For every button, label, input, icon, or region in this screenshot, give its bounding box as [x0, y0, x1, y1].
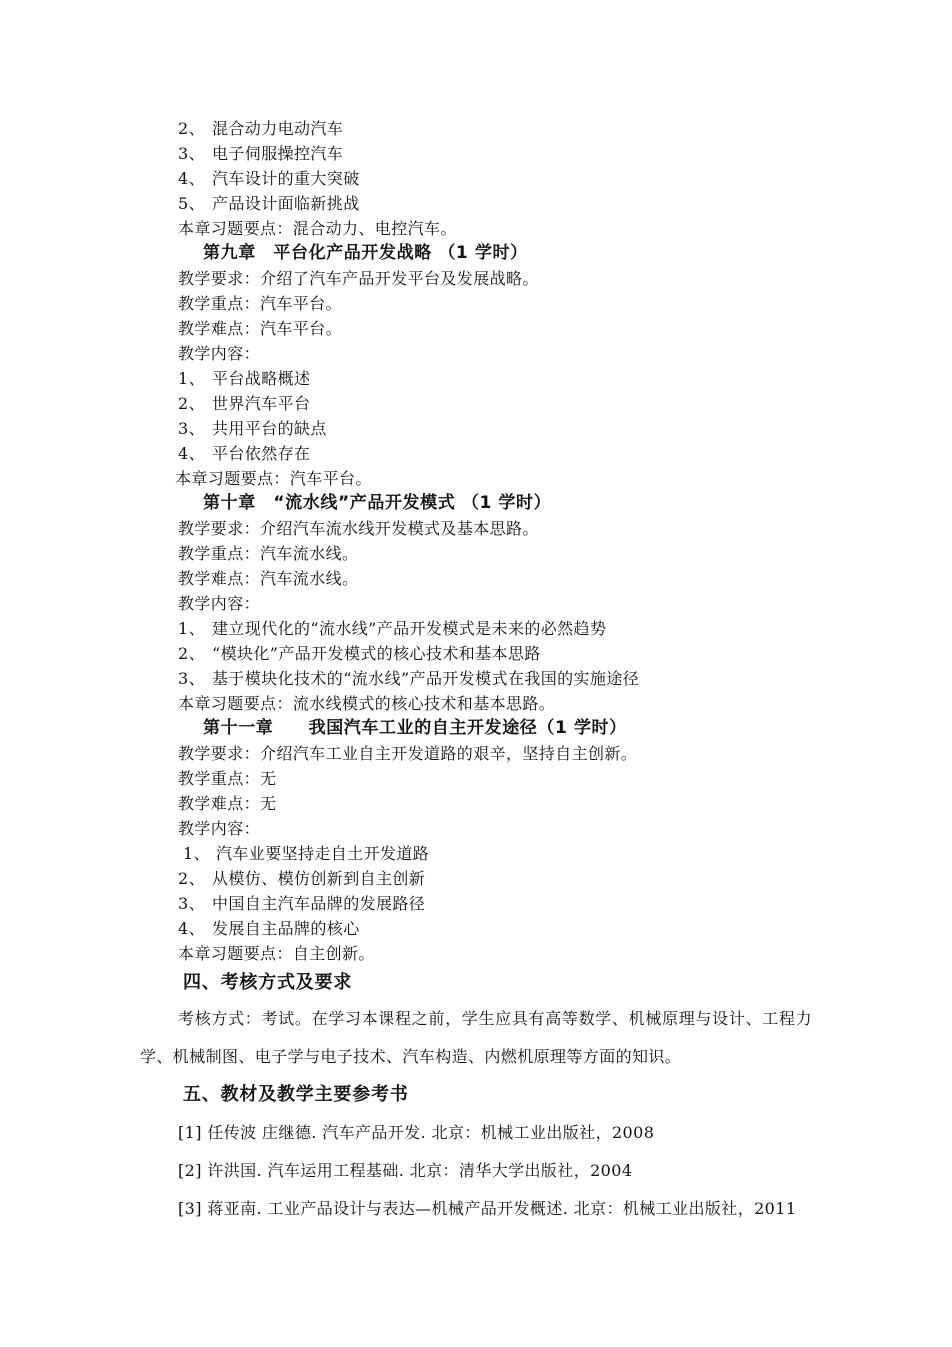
list-text: “模块化”产品开发模式的核心技术和基本思路	[212, 644, 541, 663]
list-text: 建立现代化的“流水线”产品开发模式是未来的必然趋势	[212, 619, 607, 638]
list-text: 汽车设计的重大突破	[212, 169, 360, 188]
list-item	[178, 916, 898, 941]
assessment-paragraph	[178, 1000, 898, 1038]
chapter-exercise: 本章习题要点：自主创新。	[178, 944, 375, 963]
list-number: 3、	[178, 419, 205, 438]
list-item	[178, 891, 898, 916]
list-text: 产品设计面临新挑战	[212, 194, 360, 213]
assessment-line-2: 学、机械制图、电子学与电子技术、汽车构造、内燃机原理等方面的知识。	[140, 1047, 682, 1066]
assessment-heading: 四、考核方式及要求	[183, 972, 353, 993]
list-item	[178, 166, 898, 191]
list-text: 中国自主汽车品牌的发展路径	[212, 894, 426, 913]
list-number: 1、	[178, 369, 205, 388]
list-number: 2、	[178, 644, 205, 663]
teaching-requirement: 教学要求：介绍汽车流水线开发模式及基本思路。	[178, 519, 539, 538]
assessment-line-1: 考核方式：考试。在学习本课程之前，学生应具有高等数学、机械原理与设计、工程力	[178, 1009, 812, 1028]
chapters-section	[175, 116, 898, 966]
list-item	[178, 841, 898, 866]
reference-item: [2] 许洪国. 汽车运用工程基础. 北京：清华大学出版社，2004	[178, 1161, 633, 1180]
assessment-and-references	[140, 966, 898, 1228]
teaching-key-point: 教学重点：无	[178, 769, 277, 788]
list-item	[178, 666, 898, 691]
list-text: 平台战略概述	[212, 369, 311, 388]
list-item	[178, 441, 898, 466]
reference-item: [1] 任传波 庄继德. 汽车产品开发. 北京：机械工业出版社，2008	[178, 1123, 655, 1142]
list-item	[178, 366, 898, 391]
list-item	[178, 191, 898, 216]
list-item	[178, 641, 898, 666]
list-item	[178, 116, 898, 141]
teaching-difficulty: 教学难点：无	[178, 794, 277, 813]
teaching-difficulty: 教学难点：汽车平台。	[178, 319, 343, 338]
list-text: 世界汽车平台	[212, 394, 311, 413]
list-text: 混合动力电动汽车	[212, 119, 344, 138]
chapter-exercise: 本章习题要点：汽车平台。	[175, 469, 372, 488]
list-item	[178, 416, 898, 441]
teaching-content-label: 教学内容：	[178, 819, 261, 838]
list-text: 基于模块化技术的“流水线”产品开发模式在我国的实施途径	[212, 669, 640, 688]
list-text: 平台依然存在	[212, 444, 311, 463]
list-number: 4、	[178, 919, 205, 938]
list-text: 汽车业要坚持走自土开发道路	[216, 844, 430, 863]
list-number: 4、	[178, 169, 205, 188]
teaching-requirement: 教学要求：介绍了汽车产品开发平台及发展战略。	[178, 269, 539, 288]
list-text: 共用平台的缺点	[212, 419, 327, 438]
chapter-exercise: 本章习题要点：流水线模式的核心技术和基本思路。	[178, 694, 556, 713]
list-number: 3、	[178, 669, 205, 688]
teaching-content-label: 教学内容：	[178, 344, 261, 363]
references-heading: 五、教材及教学主要参考书	[183, 1084, 409, 1105]
list-item	[178, 866, 898, 891]
list-number: 2、	[178, 119, 205, 138]
list-number: 2、	[178, 394, 205, 413]
list-text: 从模仿、模仿创新到自主创新	[212, 869, 426, 888]
list-item	[178, 141, 898, 166]
list-number: 4、	[178, 444, 205, 463]
teaching-requirement: 教学要求：介绍汽车工业自主开发道路的艰辛，坚持自主创新。	[178, 744, 638, 763]
list-number: 2、	[178, 869, 205, 888]
chapter-title: 第九章 平台化产品开发战略 （1 学时）	[203, 243, 528, 263]
list-number: 1、	[178, 619, 205, 638]
list-item	[178, 616, 898, 641]
reference-item: [3] 蒋亚南. 工业产品设计与表达—机械产品开发概述. 北京：机械工业出版社，2011	[178, 1199, 797, 1218]
chapter-title: 第十章 “流水线”产品开发模式 （1 学时）	[203, 493, 552, 513]
list-number: 3、	[178, 144, 205, 163]
teaching-difficulty: 教学难点：汽车流水线。	[178, 569, 359, 588]
teaching-content-label: 教学内容：	[178, 594, 261, 613]
teaching-key-point: 教学重点：汽车平台。	[178, 294, 343, 313]
list-text: 电子伺服操控汽车	[212, 144, 344, 163]
list-number: 1、	[183, 844, 210, 863]
list-number: 5、	[178, 194, 205, 213]
list-item	[178, 391, 898, 416]
teaching-key-point: 教学重点：汽车流水线。	[178, 544, 359, 563]
chapter-exercise: 本章习题要点：混合动力、电控汽车。	[178, 219, 457, 238]
list-number: 3、	[178, 894, 205, 913]
chapter-title: 第十一章 我国汽车工业的自主开发途径（1 学时）	[203, 718, 627, 738]
list-text: 发展自主品牌的核心	[212, 919, 360, 938]
